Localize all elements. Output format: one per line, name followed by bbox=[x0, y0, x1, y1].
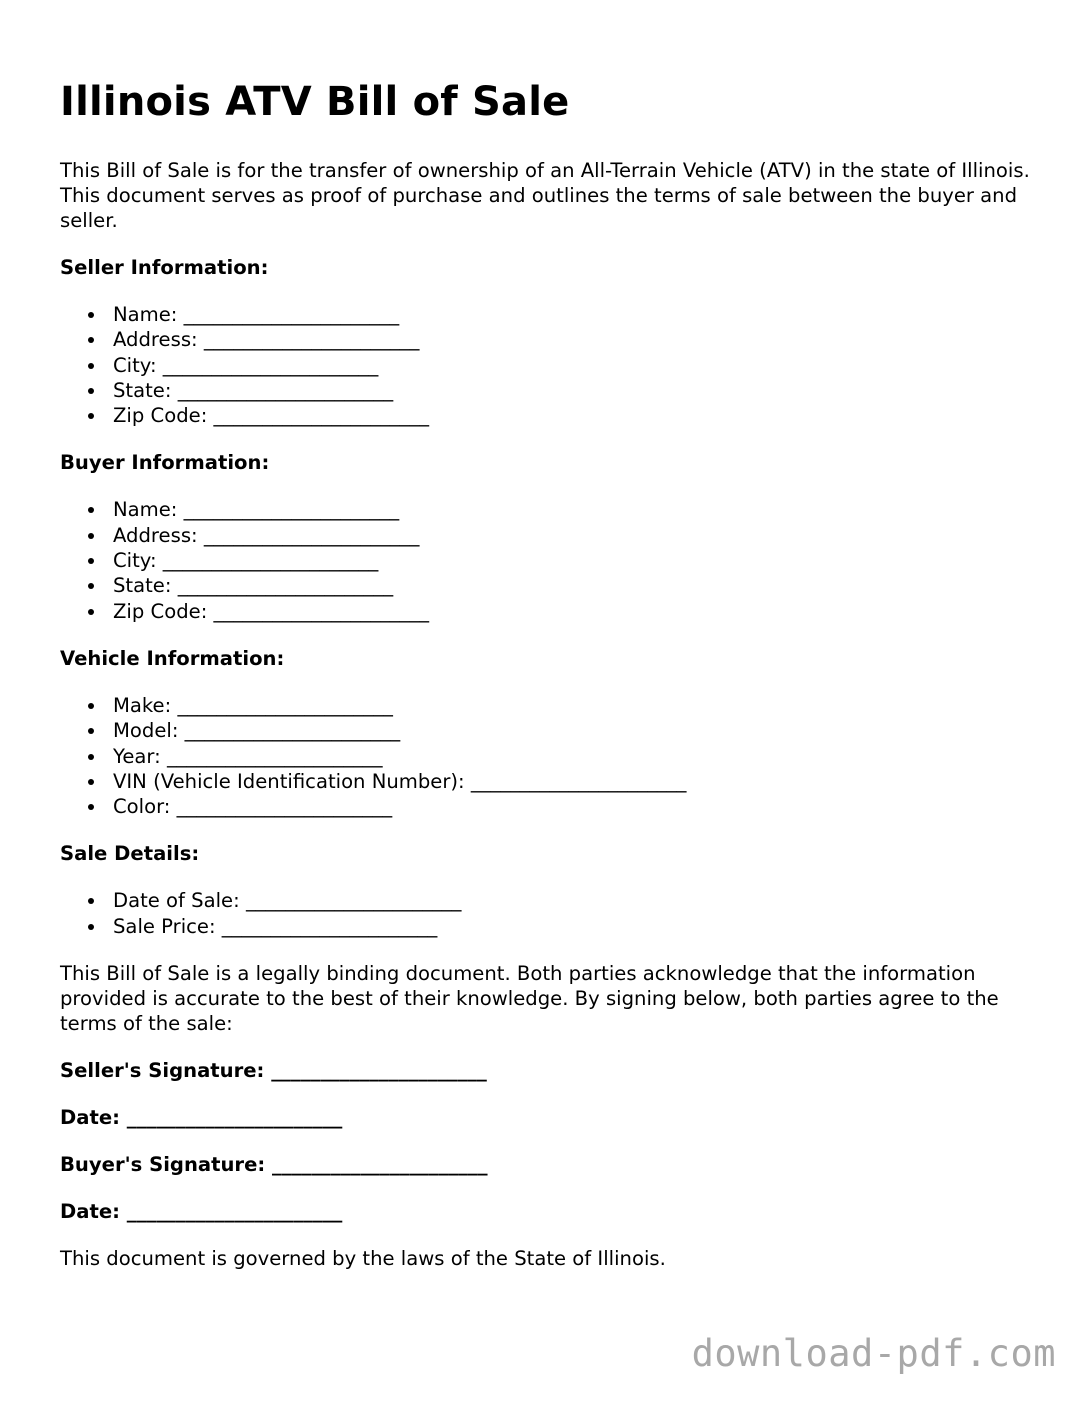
vehicle-field-list bbox=[60, 693, 1030, 819]
governing-law-statement: This document is governed by the laws of the State of Illinois. bbox=[60, 1247, 666, 1271]
document-page bbox=[60, 76, 1030, 1271]
buyer-state-field: State: ______________________ bbox=[113, 573, 1030, 598]
intro-paragraph: This Bill of Sale is for the transfer of ownership of an All-Terrain Vehicle (ATV) in the state of Illinois. This document serves as proof of purchase and outlines the terms of sale between the buyer and seller. bbox=[60, 159, 1030, 232]
vehicle-model-field: Model: ______________________ bbox=[113, 718, 1030, 743]
vehicle-make-field: Make: ______________________ bbox=[113, 693, 1030, 718]
seller-date-line: Date: ______________________ bbox=[60, 1106, 343, 1130]
document-title: Illinois ATV Bill of Sale bbox=[60, 79, 570, 125]
sale-section-heading: Sale Details: bbox=[60, 842, 200, 866]
buyer-section-heading: Buyer Information: bbox=[60, 451, 270, 475]
vehicle-color-field: Color: ______________________ bbox=[113, 794, 1030, 819]
vehicle-section-heading: Vehicle Information: bbox=[60, 646, 285, 670]
sale-date-field: Date of Sale: ______________________ bbox=[113, 888, 1030, 913]
vehicle-year-field: Year: ______________________ bbox=[113, 744, 1030, 769]
watermark-text: download-pdf.com bbox=[691, 1332, 1056, 1375]
closing-paragraph: This Bill of Sale is a legally binding document. Both parties acknowledge that the information provided is accurate to the best of their knowledge. By signing below, both parties agree to the terms of the sale: bbox=[60, 962, 999, 1036]
sale-price-field: Sale Price: ______________________ bbox=[113, 914, 1030, 939]
seller-state-field: State: ______________________ bbox=[113, 378, 1030, 403]
sale-field-list bbox=[60, 888, 1030, 939]
buyer-name-field: Name: ______________________ bbox=[113, 497, 1030, 522]
seller-city-field: City: ______________________ bbox=[113, 353, 1030, 378]
buyer-date-line: Date: ______________________ bbox=[60, 1200, 343, 1224]
buyer-field-list bbox=[60, 497, 1030, 623]
seller-name-field: Name: ______________________ bbox=[113, 302, 1030, 327]
buyer-zip-field: Zip Code: ______________________ bbox=[113, 599, 1030, 624]
seller-signature-line: Seller's Signature: ______________________ bbox=[60, 1059, 487, 1083]
seller-zip-field: Zip Code: ______________________ bbox=[113, 403, 1030, 428]
seller-field-list bbox=[60, 302, 1030, 428]
vehicle-vin-field: VIN (Vehicle Identification Number): ______________________ bbox=[113, 769, 1030, 794]
seller-address-field: Address: ______________________ bbox=[113, 327, 1030, 352]
buyer-signature-line: Buyer's Signature: ______________________ bbox=[60, 1153, 488, 1177]
buyer-address-field: Address: ______________________ bbox=[113, 523, 1030, 548]
seller-section-heading: Seller Information: bbox=[60, 256, 269, 279]
buyer-city-field: City: ______________________ bbox=[113, 548, 1030, 573]
